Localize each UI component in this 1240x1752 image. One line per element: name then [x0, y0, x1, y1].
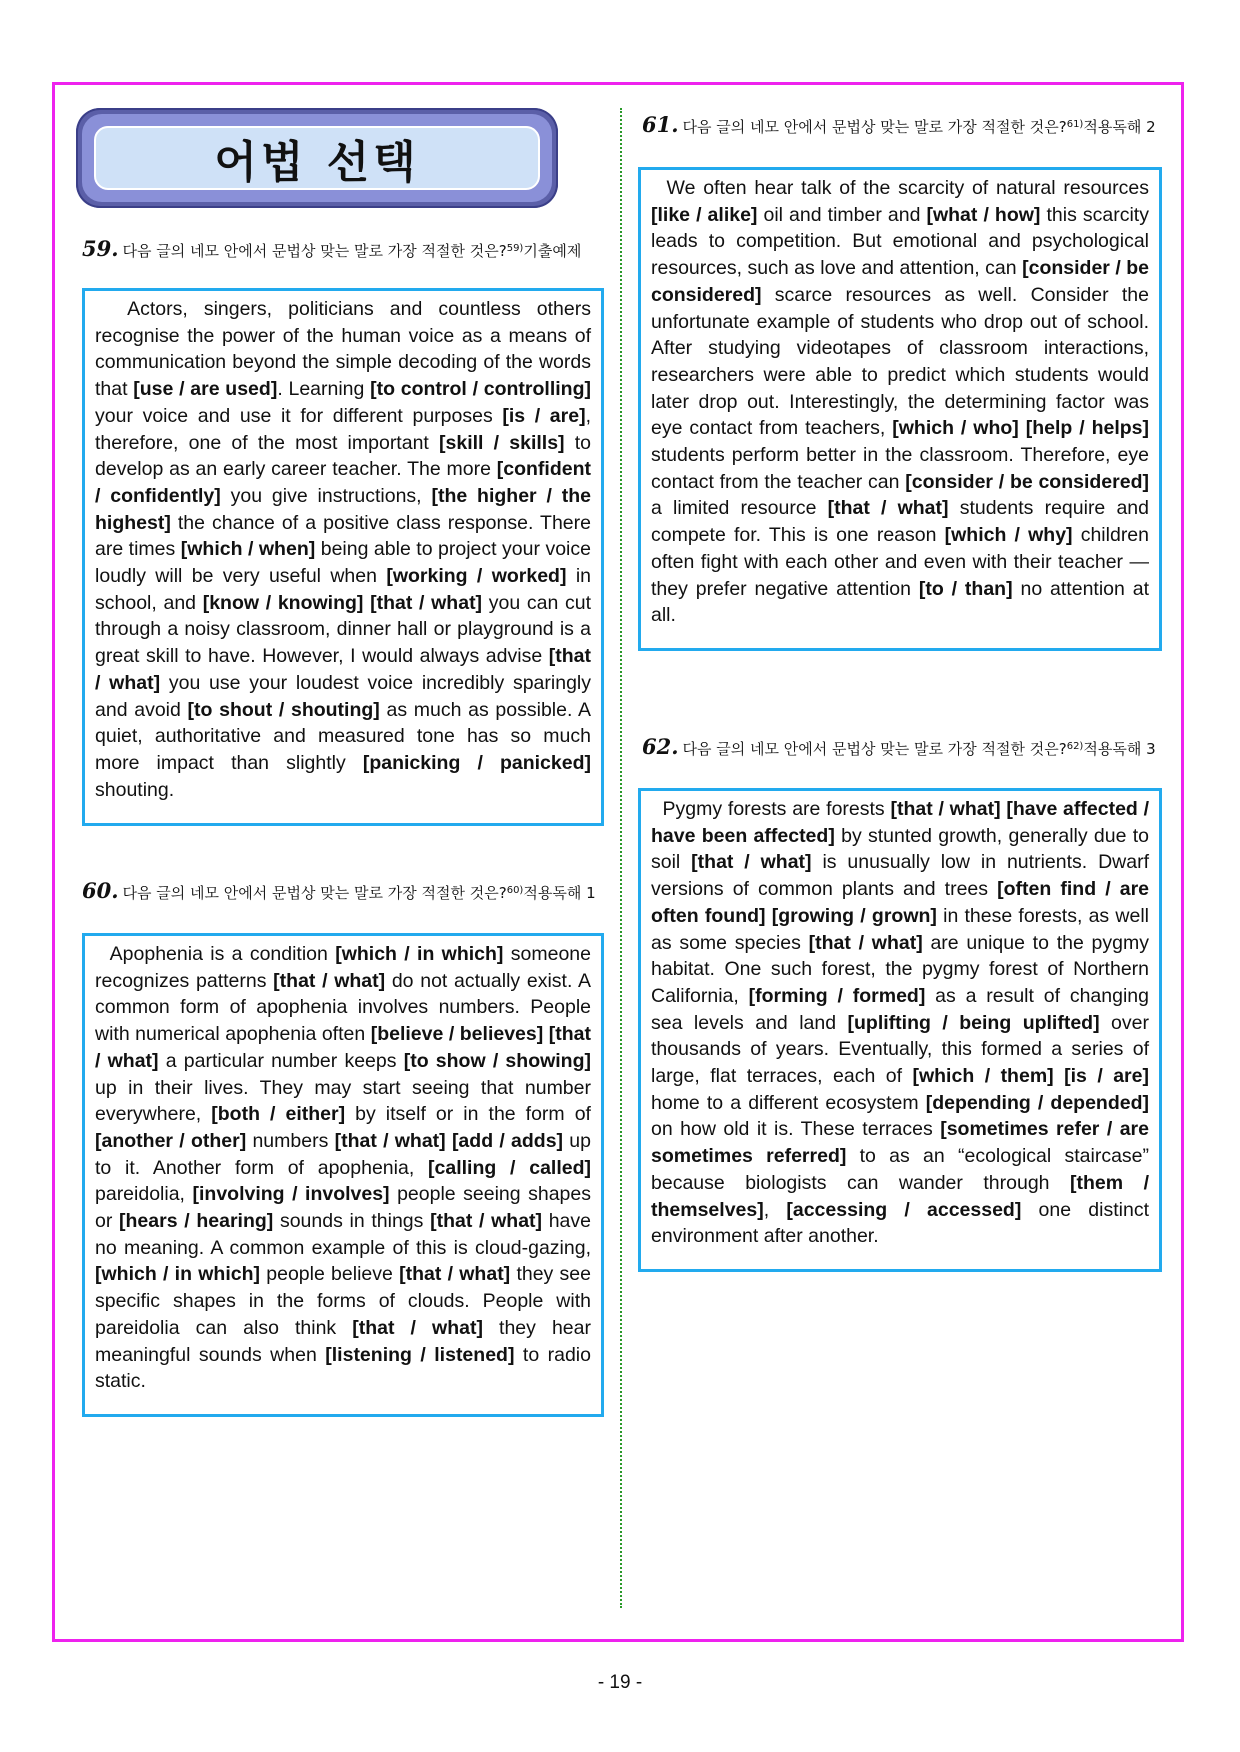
grammar-choice: [forming / formed]: [748, 984, 926, 1007]
grammar-choice: [that / what]: [691, 851, 812, 874]
grammar-choice: [to show / showing]: [403, 1049, 592, 1072]
grammar-choice: [hears / hearing]: [119, 1210, 274, 1233]
column-divider: [620, 108, 622, 1608]
grammar-choice: [that / what]: [95, 1023, 592, 1072]
grammar-choice: [that / what]: [890, 798, 1001, 820]
question-59-header: 59. 다음 글의 네모 안에서 문법상 맞는 말로 가장 적절한 것은?$^{59)}$기출예제: [82, 236, 582, 261]
grammar-choice: [that / what]: [334, 1129, 446, 1152]
grammar-choice: [which / in which]: [95, 1263, 260, 1286]
grammar-choice: [which / them]: [912, 1065, 1054, 1088]
grammar-choice: [use / are used]: [133, 378, 278, 401]
question-61-header: 61. 다음 글의 네모 안에서 문법상 맞는 말로 가장 적절한 것은?$^{61)}$적용독해 2: [642, 112, 1156, 137]
grammar-choice: [uplifting / being uplifted]: [847, 1011, 1100, 1034]
grammar-choice: [which / in which]: [335, 943, 504, 965]
grammar-choice: [like / alike]: [651, 203, 758, 226]
grammar-choice: [sometimes refer / are sometimes referred]: [651, 1118, 1149, 1168]
grammar-choice: [believe / believes]: [370, 1023, 544, 1046]
question-prompt: 다음 글의 네모 안에서 문법상 맞는 말로 가장 적절한 것은?: [122, 884, 507, 902]
question-prompt: 다음 글의 네모 안에서 문법상 맞는 말로 가장 적절한 것은?: [122, 242, 507, 260]
grammar-choice: [that / what]: [827, 497, 949, 520]
grammar-choice: [that / what]: [352, 1316, 483, 1339]
grammar-choice: [often find / are often found]: [651, 878, 1149, 927]
grammar-choice: [to control / controlling]: [370, 378, 591, 401]
grammar-choice: [growing / grown]: [771, 904, 937, 927]
grammar-choice: [which / why]: [944, 524, 1073, 547]
grammar-choice: [them / themselves]: [651, 1171, 1150, 1221]
grammar-choice: [to shout / shouting]: [187, 698, 380, 721]
question-source: 적용독해 1: [523, 884, 596, 902]
grammar-choice: [calling / called]: [428, 1156, 591, 1179]
grammar-choice: [that / what]: [95, 645, 591, 694]
question-source: 기출예제: [523, 242, 582, 260]
title-banner: [76, 108, 558, 208]
grammar-choice: [to / than]: [918, 577, 1013, 600]
grammar-choice: [that / what]: [273, 969, 386, 992]
grammar-choice: [that / what]: [370, 591, 483, 614]
grammar-choice: [depending / depended]: [925, 1091, 1149, 1114]
page-number: - 19 -: [597, 1672, 643, 1693]
question-number: 60.: [82, 878, 119, 903]
question-source: 적용독해 2: [1083, 118, 1156, 136]
page-title: 어법 선택: [214, 137, 420, 188]
grammar-choice: [which / who]: [892, 417, 1019, 440]
grammar-choice: [know / knowing]: [202, 591, 364, 614]
grammar-choice: [working / worked]: [386, 565, 567, 588]
question-prompt: 다음 글의 네모 안에서 문법상 맞는 말로 가장 적절한 것은?: [682, 118, 1067, 136]
grammar-choice: [both / either]: [211, 1103, 346, 1126]
grammar-choice: [involving / involves]: [192, 1183, 390, 1206]
question-number: 62.: [642, 734, 679, 759]
question-prompt: 다음 글의 네모 안에서 문법상 맞는 말로 가장 적절한 것은?: [682, 740, 1067, 758]
grammar-choice: [is / are]: [502, 404, 586, 427]
grammar-choice: [consider / be considered]: [905, 470, 1149, 493]
grammar-choice: [skill / skills]: [439, 431, 565, 454]
grammar-choice: [which / when]: [180, 538, 316, 561]
grammar-choice: [add / adds]: [451, 1129, 564, 1152]
grammar-choice: [panicking / panicked]: [362, 751, 592, 774]
question-62-header: 62. 다음 글의 네모 안에서 문법상 맞는 말로 가장 적절한 것은?$^{62)}$적용독해 3: [642, 734, 1156, 759]
grammar-choice: [listening / listened]: [325, 1343, 515, 1366]
grammar-choice: [have affected / have been affected]: [651, 798, 1150, 847]
grammar-choice: [what / how]: [926, 203, 1041, 226]
passage-61: We often hear talk of the scarcity of natural resources [like / alike] oil and timber and [what / how] this scarcity leads to competition. But emotional and psychological resources, such as love and attention, can [consider / be considered] scarce resources as well. Consider the unfortunate example of students who drop out of school. After studying videotapes of classroom interactions, researchers were able to predict which students would later drop out. Interestingly, the determining factor was eye contact from teachers, [which / who] [help / helps] students perform better in the classroom. Therefore, eye contact from the teacher can [consider / be considered] a limited resource [that / what] students require and compete for. This is one reason [which / why] children often fight with each other and even with their teacher — they prefer negative attention [to / than] no attention at all.: [638, 167, 1162, 651]
grammar-choice: [that / what]: [430, 1210, 543, 1233]
grammar-choice: [that / what]: [808, 931, 923, 954]
grammar-choice: [the higher / the highest]: [95, 484, 592, 534]
passage-62: Pygmy forests are forests [that / what] [have affected / have been affected] by stunted growth, generally due to soil [that / what] is unusually low in nutrients. Dwarf versions of common plants and trees [often find / are often found] [growing / grown] in these forests, as well as some species [that / what] are unique to the pygmy habitat. One such forest, the pygmy forest of Northern California, [forming / formed] as a result of changing sea levels and land [uplifting / being uplifted] over thousands of years. Eventually, this formed a series of large, flat terraces, each of [which / them] [is / are] home to a different ecosystem [depending / depended] on how old it is. These terraces [sometimes refer / are sometimes referred] to as an “ecological staircase” because biologists can wander through [them / themselves], [accessing / accessed] one distinct environment after another.: [638, 788, 1162, 1272]
question-60-header: 60. 다음 글의 네모 안에서 문법상 맞는 말로 가장 적절한 것은?$^{60)}$적용독해 1: [82, 878, 596, 903]
grammar-choice: [accessing / accessed]: [786, 1198, 1022, 1221]
grammar-choice: [confident / confidently]: [95, 458, 591, 507]
question-source: 적용독해 3: [1083, 740, 1156, 758]
grammar-choice: [that / what]: [399, 1263, 511, 1286]
grammar-choice: [help / helps]: [1025, 417, 1149, 440]
grammar-choice: [consider / be considered]: [651, 257, 1149, 306]
question-number: 59.: [82, 236, 119, 261]
passage-60: Apophenia is a condition [which / in which] someone recognizes patterns [that / what] do not actually exist. A common form of apophenia involves numbers. People with numerical apophenia often [believe / believes] [that / what] a particular number keeps [to show / showing] up in their lives. They may start seeing that number everywhere, [both / either] by itself or in the form of [another / other] numbers [that / what] [add / adds] up to it. Another form of apophenia, [calling / called] pareidolia, [involving / involves] people seeing shapes or [hears / hearing] sounds in things [that / what] have no meaning. A common example of this is cloud-gazing, [which / in which] people believe [that / what] they see specific shapes in the forms of clouds. People with pareidolia can also think [that / what] they hear meaningful sounds when [listening / listened] to radio static.: [82, 933, 604, 1417]
question-number: 61.: [642, 112, 679, 137]
grammar-choice: [is / are]: [1064, 1065, 1149, 1088]
grammar-choice: [another / other]: [95, 1129, 247, 1152]
passage-59: Actors, singers, politicians and countless others recognise the power of the human voice as a means of communication beyond the simple decoding of the words that [use / are used]. Learning [to control / controlling] your voice and use it for different purposes [is / are], therefore, one of the most important [skill / skills] to develop as an early career teacher. The more [confident / confidently] you give instructions, [the higher / the highest] the chance of a positive class response. There are times [which / when] being able to project your voice loudly will be very useful when [working / worked] in school, and [know / knowing] [that / what] you can cut through a noisy classroom, dinner hall or playground is a great skill to have. However, I would always advise [that / what] you use your loudest voice incredibly sparingly and avoid [to shout / shouting] as much as possible. A quiet, authoritative and measured tone has so much more impact than slightly [panicking / panicked] shouting.: [82, 288, 604, 826]
